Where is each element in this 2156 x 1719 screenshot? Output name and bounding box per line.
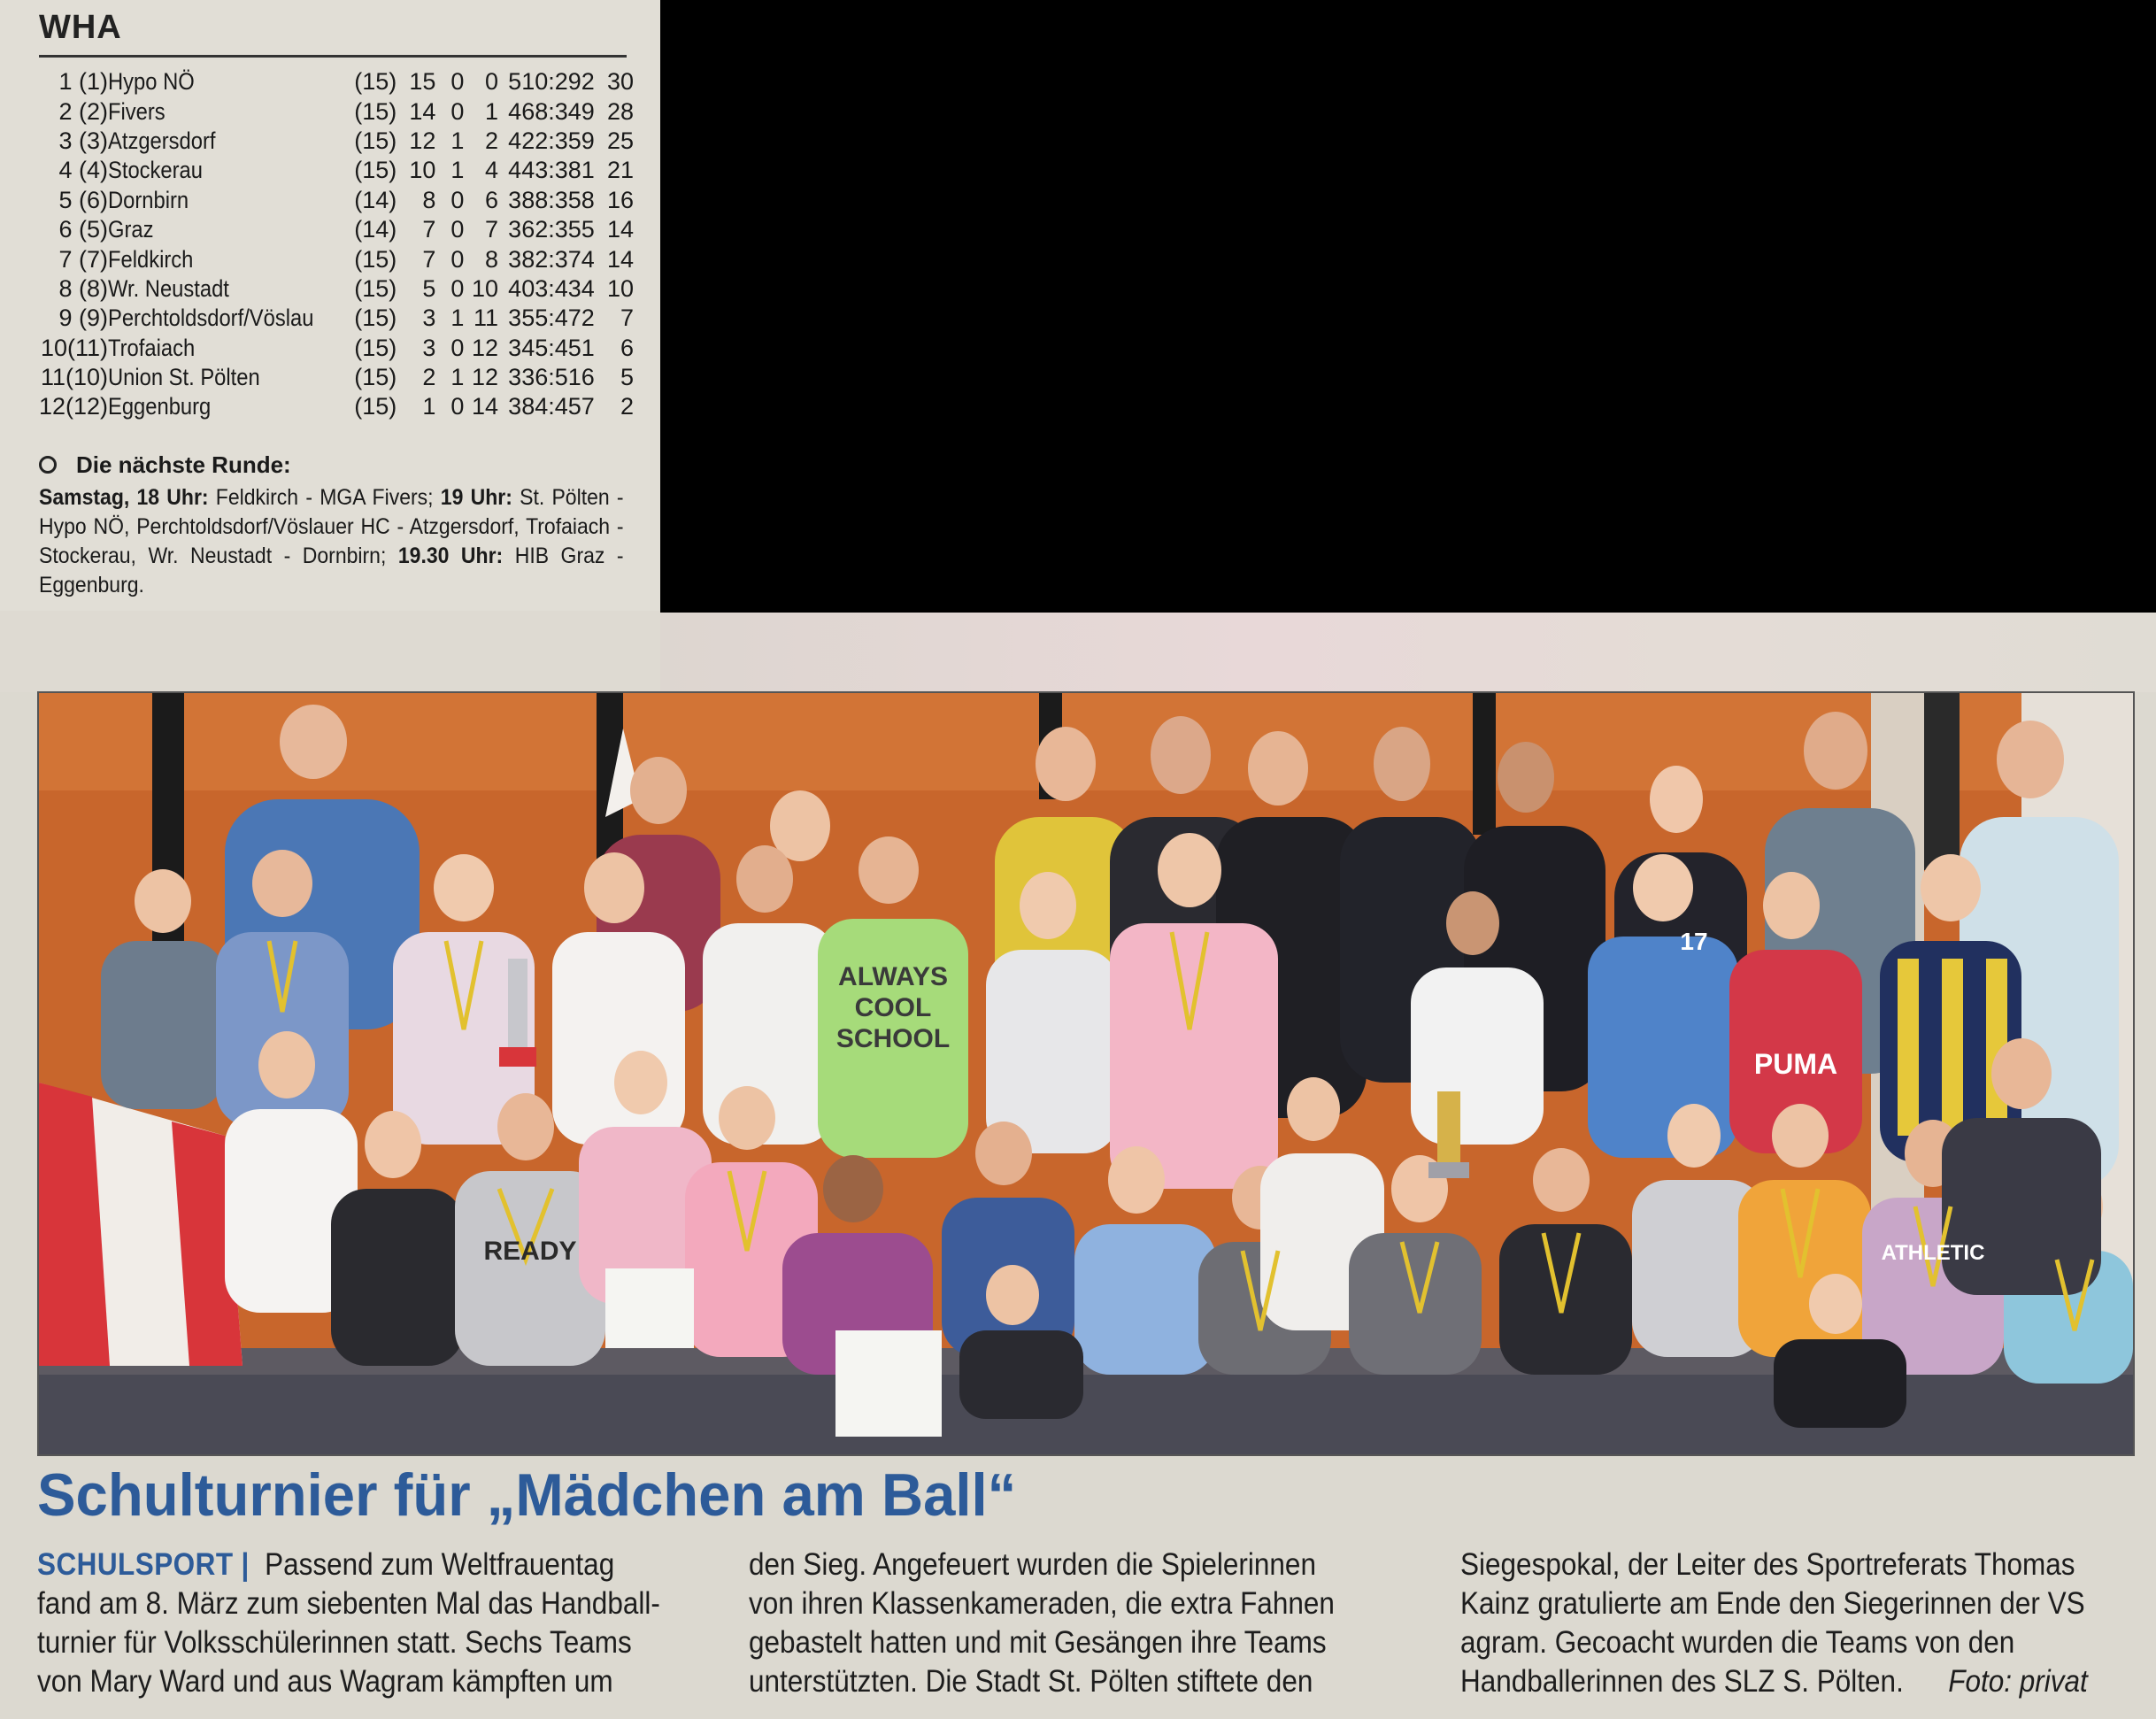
article-line: agram. Gecoacht wurden die Teams von den	[1460, 1625, 2015, 1660]
article-line: turnier für Volksschülerinnen statt. Sechs Teams	[37, 1625, 632, 1660]
standings-goals: 468:349	[508, 97, 595, 125]
standings-team: Perchtoldsdorf/Vöslau	[108, 304, 314, 332]
shirt-print-ready: READY	[483, 1237, 577, 1266]
standings-wins: 10	[409, 157, 436, 184]
standings-goals: 510:292	[508, 68, 595, 96]
standings-games: (15)	[354, 304, 397, 332]
standings-draws: 0	[450, 245, 465, 273]
standings-rank: 11(10)	[41, 364, 109, 391]
standings-points: 2	[620, 393, 634, 420]
standings-losses: 8	[485, 245, 499, 273]
article-line: Siegespokal, der Leiter des Sportreferats Thomas	[1460, 1547, 2075, 1582]
shirt-print-school: SCHOOL	[835, 1024, 951, 1053]
standings-rank: 5 (6)	[58, 186, 109, 213]
standings-losses: 14	[472, 393, 499, 420]
standings-team: Graz	[108, 216, 154, 243]
standings-losses: 6	[485, 186, 499, 213]
standings-wins: 1	[422, 393, 436, 420]
standings-rank: 8 (8)	[58, 274, 109, 302]
group-photo	[37, 691, 2135, 1456]
article-line: den Sieg. Angefeuert wurden die Spielerinnen	[749, 1547, 1316, 1582]
next-round-part3: HIB Graz - Eggenburg.	[39, 543, 624, 597]
shirt-print-cool: COOL	[854, 993, 932, 1022]
standings-games: (15)	[354, 364, 397, 391]
standings-draws: 0	[450, 393, 465, 420]
next-round-time2: 19 Uhr:	[440, 485, 512, 510]
standings-losses: 1	[485, 97, 499, 125]
standings-games: (15)	[354, 68, 397, 96]
table-row	[39, 244, 634, 274]
standings-rank: 4 (4)	[58, 157, 109, 184]
standings-points: 14	[606, 216, 634, 243]
standings-team: Dornbirn	[108, 186, 189, 213]
standings-rank: 2 (2)	[58, 97, 109, 125]
table-row	[39, 363, 634, 392]
standings-team: Wr. Neustadt	[108, 274, 229, 302]
standings-rank: 6 (5)	[58, 216, 109, 243]
standings-goals: 382:374	[508, 245, 595, 273]
standings-wins: 5	[422, 274, 436, 302]
standings-goals: 362:355	[508, 216, 595, 243]
standings-points: 25	[606, 127, 634, 154]
standings-games: (15)	[354, 127, 397, 154]
background-strip	[660, 613, 2156, 692]
table-row	[39, 96, 634, 126]
shirt-print-puma: PUMA	[1753, 1048, 1838, 1080]
standings-wins: 7	[422, 245, 436, 273]
standings-losses: 0	[485, 68, 499, 96]
standings-losses: 7	[485, 216, 499, 243]
standings-body	[39, 67, 634, 422]
standings-team: Atzgersdorf	[108, 127, 216, 154]
next-round-time3: 19.30 Uhr:	[397, 543, 504, 568]
next-round-heading	[39, 451, 291, 479]
standings-losses: 12	[472, 364, 499, 391]
article-line-text: Passend zum Weltfrauentag	[257, 1547, 615, 1582]
shirt-print-number: 17	[1680, 928, 1708, 955]
standings-wins: 12	[409, 127, 436, 154]
standings-wins: 15	[409, 68, 436, 96]
table-row	[39, 127, 634, 156]
standings-wins: 8	[422, 186, 436, 213]
standings-goals: 388:358	[508, 186, 595, 213]
group-photo-illustration	[39, 693, 2133, 1454]
standings-rank: 10(11)	[41, 334, 109, 361]
standings-team: Stockerau	[108, 157, 204, 184]
table-row	[39, 67, 634, 96]
standings-wins: 2	[422, 364, 436, 391]
article-line	[37, 1546, 660, 1584]
standings-title: WHA	[39, 9, 122, 46]
next-round-part1: Feldkirch - MGA Fivers;	[208, 485, 441, 510]
standings-draws: 0	[450, 68, 465, 96]
standings-games: (15)	[354, 97, 397, 125]
standings-games: (15)	[354, 245, 397, 273]
standings-rank: 7 (7)	[58, 245, 109, 273]
standings-points: 10	[606, 274, 634, 302]
standings-draws: 1	[450, 127, 465, 154]
standings-games: (15)	[354, 334, 397, 361]
standings-games: (14)	[354, 186, 397, 213]
article-line: Kainz gratulierte am Ende den Siegerinnen der VS	[1460, 1586, 2085, 1621]
standings-wins: 3	[422, 334, 436, 361]
standings-team: Union St. Pölten	[108, 364, 260, 391]
article-line: von ihren Klassenkameraden, die extra Fahnen	[749, 1586, 1335, 1621]
standings-losses: 12	[472, 334, 499, 361]
standings-draws: 0	[450, 334, 465, 361]
shirt-print-athletic: ATHLETIC	[1881, 1241, 1985, 1265]
standings-points: 6	[620, 334, 634, 361]
standings-games: (14)	[354, 216, 397, 243]
table-row	[39, 274, 634, 304]
standings-losses: 2	[485, 127, 499, 154]
table-row	[39, 156, 634, 185]
article-column-3	[1460, 1546, 2088, 1701]
kicker-separator: |	[241, 1547, 250, 1582]
table-row	[39, 304, 634, 333]
standings-goals: 355:472	[508, 304, 595, 332]
standings-team: Feldkirch	[108, 245, 194, 273]
article-line: fand am 8. März zum siebenten Mal das Handball-	[37, 1586, 660, 1621]
standings-rank: 3 (3)	[58, 127, 109, 154]
standings-losses: 11	[474, 304, 499, 332]
shirt-print-always: ALWAYS	[838, 962, 948, 991]
background-strip-left	[0, 611, 660, 692]
standings-points: 5	[620, 364, 634, 391]
next-round-part2: St. Pölten - Hypo NÖ, Perchtoldsdorf/Vöslauer HC - Atzgersdorf, Trofaiach - Stockerau, Wr. Neustadt - Dornbirn;	[39, 485, 624, 568]
standings-goals: 384:457	[508, 393, 595, 420]
article-line: gebastelt hatten und mit Gesängen ihre Teams	[749, 1625, 1327, 1660]
standings-team: Trofaiach	[108, 334, 196, 361]
standings-games: (15)	[354, 274, 397, 302]
standings-points: 14	[606, 245, 634, 273]
standings-draws: 1	[450, 304, 465, 332]
standings-goals: 403:434	[508, 274, 595, 302]
next-round-day: Samstag, 18 Uhr:	[39, 485, 209, 510]
standings-points: 28	[606, 97, 634, 125]
standings-games: (15)	[354, 393, 397, 420]
standings-rank: 9 (9)	[58, 304, 109, 332]
circle-bullet-icon	[39, 456, 57, 474]
standings-goals: 443:381	[508, 157, 595, 184]
standings-draws: 1	[450, 157, 465, 184]
standings-team: Fivers	[108, 97, 166, 125]
article-column-1	[37, 1546, 660, 1701]
title-rule	[39, 55, 627, 58]
standings-goals: 336:516	[508, 364, 595, 391]
next-round-text	[39, 483, 624, 600]
table-row	[39, 334, 634, 363]
photo-credit: Foto: privat	[1948, 1664, 2088, 1699]
table-row	[39, 186, 634, 215]
article-line	[1460, 1662, 2088, 1701]
standings-wins: 3	[422, 304, 436, 332]
table-row	[39, 215, 634, 244]
standings-draws: 0	[450, 274, 465, 302]
standings-wins: 14	[409, 97, 436, 125]
standings-rank: 12(12)	[39, 393, 109, 420]
standings-losses: 4	[485, 157, 499, 184]
standings-wins: 7	[422, 216, 436, 243]
article-line: unterstützten. Die Stadt St. Pölten stiftete den	[749, 1664, 1313, 1699]
article-kicker: SCHULSPORT	[37, 1547, 234, 1582]
standings-points: 16	[606, 186, 634, 213]
standings-games: (15)	[354, 157, 397, 184]
standings-draws: 0	[450, 216, 465, 243]
standings-draws: 1	[450, 364, 465, 391]
redacted-area	[660, 0, 2156, 613]
standings-losses: 10	[472, 274, 499, 302]
standings-points: 7	[620, 304, 634, 332]
standings-team: Eggenburg	[108, 393, 212, 420]
standings-draws: 0	[450, 186, 465, 213]
standings-column	[0, 0, 660, 611]
standings-goals: 422:359	[508, 127, 595, 154]
standings-rank: 1 (1)	[58, 68, 109, 96]
standings-goals: 345:451	[508, 334, 595, 361]
article-column-2	[749, 1546, 1335, 1701]
article-line: von Mary Ward und aus Wagram kämpften um	[37, 1664, 613, 1699]
article-line-text: Handballerinnen des SLZ S. Pölten.	[1460, 1664, 1904, 1699]
table-row	[39, 392, 634, 421]
standings-table	[39, 67, 634, 422]
standings-points: 21	[606, 157, 634, 184]
standings-team: Hypo NÖ	[108, 68, 195, 96]
next-round-heading-text: Die nächste Runde:	[76, 451, 291, 478]
standings-points: 30	[606, 68, 634, 96]
article-headline: Schulturnier für „Mädchen am Ball“	[37, 1461, 1017, 1529]
standings-draws: 0	[450, 97, 465, 125]
